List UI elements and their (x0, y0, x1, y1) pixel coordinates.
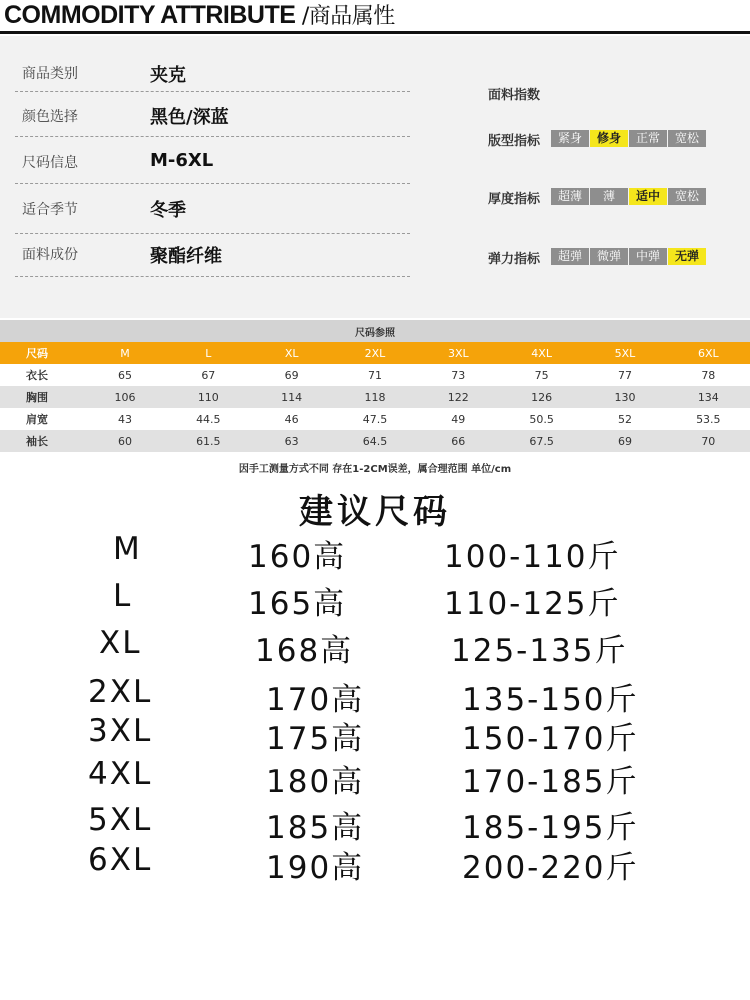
rec-size: 2XL (88, 674, 153, 710)
table-cell: 73 (417, 364, 500, 386)
rec-height: 190高 (266, 850, 365, 886)
table-cell: 43 (83, 408, 166, 430)
attr-label-fabric: 面料成份 (22, 247, 78, 263)
table-header-cell: M (83, 342, 166, 364)
rec-weight: 100-110斤 (444, 539, 621, 575)
rec-height: 175高 (266, 721, 365, 757)
table-cell: 50.5 (500, 408, 583, 430)
attr-divider (15, 136, 410, 137)
table-cell: 65 (83, 364, 166, 386)
rec-size: 6XL (88, 842, 153, 878)
table-header-cell: 5XL (583, 342, 666, 364)
rec-weight: 125-135斤 (451, 633, 628, 669)
rec-weight: 170-185斤 (462, 764, 639, 800)
table-cell: 130 (583, 386, 666, 408)
table-cell: 49 (417, 408, 500, 430)
table-cell: 53.5 (667, 408, 750, 430)
rec-weight: 110-125斤 (444, 586, 621, 622)
attribute-panel (0, 36, 750, 318)
index-cell: 正常 (629, 130, 667, 147)
table-row (0, 408, 750, 430)
table-header-cell: 4XL (500, 342, 583, 364)
table-caption: 尺码参照 (0, 320, 750, 342)
table-cell: 67 (167, 364, 250, 386)
rec-size: 3XL (88, 713, 153, 749)
index-label-thickness: 厚度指标 (488, 192, 541, 207)
table-row-label: 衣长 (0, 364, 83, 386)
table-cell: 52 (583, 408, 666, 430)
rec-weight: 150-170斤 (462, 721, 639, 757)
attr-label-season: 适合季节 (22, 202, 78, 218)
table-cell: 110 (167, 386, 250, 408)
attr-divider (15, 233, 410, 234)
table-header-row (0, 342, 750, 364)
rec-weight: 135-150斤 (462, 682, 639, 718)
table-cell: 63 (250, 430, 333, 452)
table-cell: 69 (583, 430, 666, 452)
index-cell: 宽松 (668, 130, 706, 147)
table-caption-row (0, 320, 750, 342)
rec-weight: 185-195斤 (462, 810, 639, 846)
size-table (0, 320, 750, 452)
attr-value-category: 夹克 (150, 65, 186, 86)
table-row-label: 袖长 (0, 430, 83, 452)
rec-height: 160高 (248, 539, 347, 575)
rec-size: 4XL (88, 756, 153, 792)
attr-value-fabric: 聚酯纤维 (150, 246, 222, 267)
table-header-cell: XL (250, 342, 333, 364)
table-cell: 60 (83, 430, 166, 452)
attr-divider (15, 91, 410, 92)
rec-height: 165高 (248, 586, 347, 622)
table-cell: 122 (417, 386, 500, 408)
attr-label-size: 尺码信息 (22, 155, 78, 171)
rec-size: 5XL (88, 802, 153, 838)
index-scale-thickness (551, 188, 707, 205)
table-cell: 126 (500, 386, 583, 408)
table-header-cell: 2XL (333, 342, 416, 364)
rec-weight: 200-220斤 (462, 850, 639, 886)
table-row-label: 肩宽 (0, 408, 83, 430)
rec-size: XL (99, 625, 142, 661)
attr-value-size: M-6XL (150, 150, 214, 171)
rec-size: M (113, 531, 142, 567)
rec-height: 168高 (255, 633, 354, 669)
table-row (0, 430, 750, 452)
attr-label-color: 颜色选择 (22, 109, 78, 125)
index-cell: 紧身 (551, 130, 589, 147)
recommendation-title: 建议尺码 (299, 492, 451, 532)
table-cell: 118 (333, 386, 416, 408)
attr-value-season: 冬季 (150, 200, 186, 221)
index-cell: 微弹 (590, 248, 628, 265)
table-cell: 70 (667, 430, 750, 452)
rec-height: 170高 (266, 682, 365, 718)
index-scale-stretch (551, 248, 707, 265)
index-cell-selected: 无弹 (668, 248, 706, 265)
attr-divider (15, 276, 410, 277)
table-header-cell: 6XL (667, 342, 750, 364)
table-cell: 114 (250, 386, 333, 408)
table-cell: 77 (583, 364, 666, 386)
table-cell: 75 (500, 364, 583, 386)
table-cell: 61.5 (167, 430, 250, 452)
table-cell: 67.5 (500, 430, 583, 452)
index-cell: 薄 (590, 188, 628, 205)
table-row (0, 364, 750, 386)
index-cell: 超薄 (551, 188, 589, 205)
table-header-cell: L (167, 342, 250, 364)
index-cell-selected: 修身 (590, 130, 628, 147)
index-cell-selected: 适中 (629, 188, 667, 205)
table-cell: 106 (83, 386, 166, 408)
page-title (4, 0, 395, 32)
measurement-note: 因手工测量方式不同 存在1-2CM误差，属合理范围 单位/cm (238, 464, 512, 475)
index-scale-fit (551, 130, 707, 147)
fabric-index-title: 面料指数 (488, 88, 541, 103)
table-cell: 64.5 (333, 430, 416, 452)
table-cell: 47.5 (333, 408, 416, 430)
header-divider (0, 31, 750, 34)
index-cell: 中弹 (629, 248, 667, 265)
title-cn: /商品属性 (301, 4, 395, 29)
index-cell: 宽松 (668, 188, 706, 205)
table-header-cell: 尺码 (0, 342, 83, 364)
table-cell: 44.5 (167, 408, 250, 430)
table-cell: 71 (333, 364, 416, 386)
rec-height: 180高 (266, 764, 365, 800)
table-cell: 46 (250, 408, 333, 430)
table-cell: 78 (667, 364, 750, 386)
attr-label-category: 商品类别 (22, 66, 78, 82)
table-cell: 69 (250, 364, 333, 386)
table-cell: 66 (417, 430, 500, 452)
table-cell: 134 (667, 386, 750, 408)
rec-size: L (113, 578, 133, 614)
index-label-stretch: 弹力指标 (488, 252, 541, 267)
rec-height: 185高 (266, 810, 365, 846)
index-cell: 超弹 (551, 248, 589, 265)
attr-divider (15, 183, 410, 184)
table-header-cell: 3XL (417, 342, 500, 364)
attr-value-color: 黑色/深蓝 (150, 107, 229, 128)
index-label-fit: 版型指标 (488, 134, 541, 149)
table-row (0, 386, 750, 408)
table-row-label: 胸围 (0, 386, 83, 408)
title-en: COMMODITY ATTRIBUTE (4, 1, 296, 29)
